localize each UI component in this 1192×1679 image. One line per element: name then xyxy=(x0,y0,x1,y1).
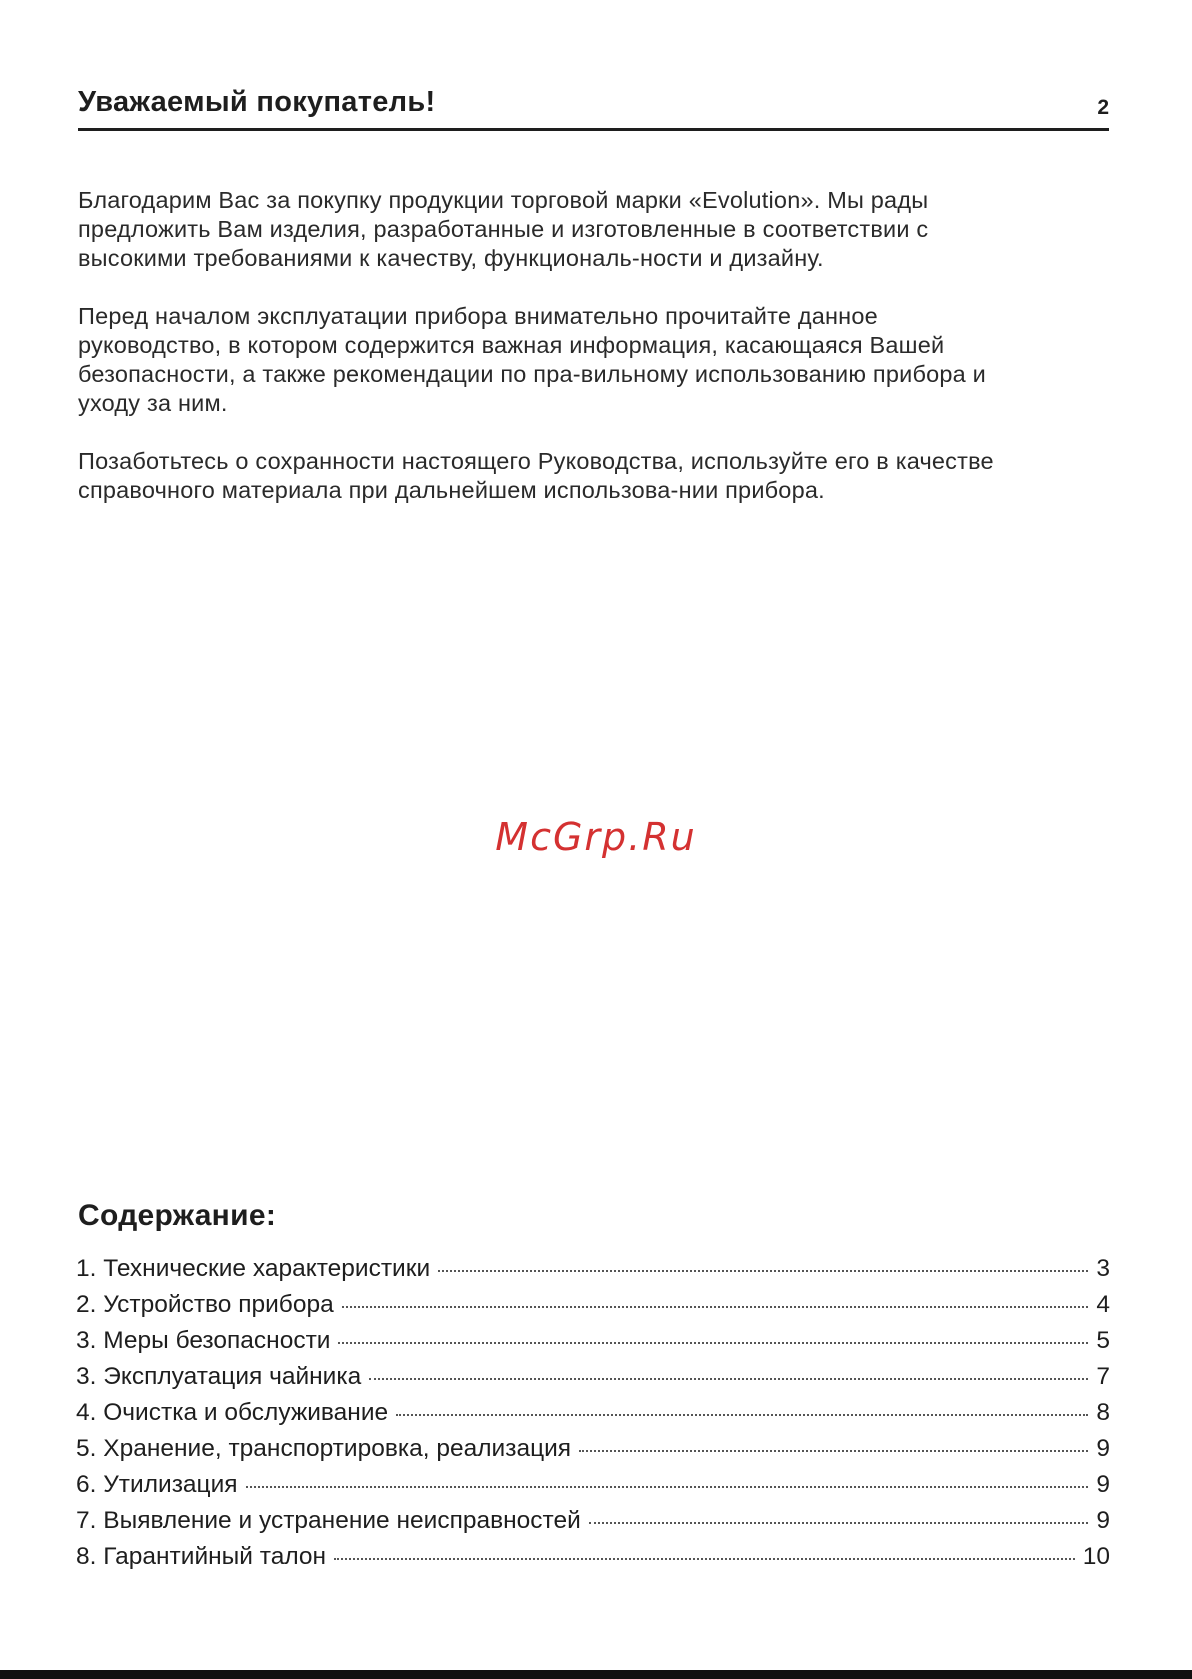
dot-leader xyxy=(369,1378,1088,1380)
toc-entry[interactable] xyxy=(76,1255,1110,1291)
toc-entry-label: 3. Меры безопасности xyxy=(76,1327,331,1354)
toc-title: Содержание: xyxy=(78,1199,277,1232)
watermark: McGrp.Ru xyxy=(495,815,697,859)
toc-entry-label: 3. Эксплуатация чайника xyxy=(76,1363,362,1390)
page-header xyxy=(78,86,1109,131)
intro-text xyxy=(78,186,1028,534)
toc-entry-page: 7 xyxy=(1096,1363,1110,1390)
toc-entry[interactable] xyxy=(76,1291,1110,1327)
toc-entry[interactable] xyxy=(76,1471,1110,1507)
toc-entry-page: 9 xyxy=(1096,1471,1110,1498)
toc-entry[interactable] xyxy=(76,1543,1110,1579)
intro-paragraph: Позаботьтесь о сохранности настоящего Руководства, используйте его в качестве справочного материала при дальнейшем использова-нии прибора. xyxy=(78,448,994,503)
dot-leader xyxy=(246,1486,1089,1488)
intro-paragraph: Благодарим Вас за покупку продукции торговой марки «Evolution». Мы рады предложить Вам изделия, разработанные и изготовленные в соответствии с высокими требованиями к качеству, функциональ-ности и дизайну. xyxy=(78,187,929,271)
toc-entry-page: 4 xyxy=(1096,1291,1110,1318)
dot-leader xyxy=(396,1414,1088,1416)
dot-leader xyxy=(338,1342,1088,1344)
toc-entry-label: 5. Хранение, транспортировка, реализация xyxy=(76,1435,572,1462)
toc-entry[interactable] xyxy=(76,1435,1110,1471)
page-number: 2 xyxy=(1097,96,1109,119)
bottom-border-bar xyxy=(0,1670,1192,1679)
toc-entry-page: 5 xyxy=(1096,1327,1110,1354)
toc-entry-label: 6. Утилизация xyxy=(76,1471,238,1498)
dot-leader xyxy=(334,1558,1075,1560)
toc-list xyxy=(76,1255,1110,1579)
toc-entry[interactable] xyxy=(76,1507,1110,1543)
dot-leader xyxy=(438,1270,1088,1272)
toc-entry-page: 9 xyxy=(1096,1507,1110,1534)
toc-entry[interactable] xyxy=(76,1327,1110,1363)
toc-entry-label: 8. Гарантийный талон xyxy=(76,1543,327,1570)
page-title: Уважаемый покупатель! xyxy=(78,86,436,118)
toc-entry-page: 10 xyxy=(1082,1543,1110,1570)
toc-entry-label: 1. Технические характеристики xyxy=(76,1255,431,1282)
toc-entry-page: 8 xyxy=(1096,1399,1110,1426)
dot-leader xyxy=(579,1450,1088,1452)
toc-entry-label: 4. Очистка и обслуживание xyxy=(76,1399,389,1426)
toc-entry-label: 7. Выявление и устранение неисправностей xyxy=(76,1507,581,1534)
toc-entry-label: 2. Устройство прибора xyxy=(76,1291,334,1318)
toc-entry[interactable] xyxy=(76,1399,1110,1435)
toc-entry[interactable] xyxy=(76,1363,1110,1399)
intro-paragraph: Перед началом эксплуатации прибора внимательно прочитайте данное руководство, в котором содержится важная информация, касающаяся Вашей безопасности, а также рекомендации по пра-вильному использованию прибора и уходу за ним. xyxy=(78,303,986,416)
dot-leader xyxy=(589,1522,1089,1524)
dot-leader xyxy=(342,1306,1089,1308)
toc-entry-page: 9 xyxy=(1096,1435,1110,1462)
toc-entry-page: 3 xyxy=(1096,1255,1110,1282)
table-of-contents xyxy=(76,1199,1110,1579)
